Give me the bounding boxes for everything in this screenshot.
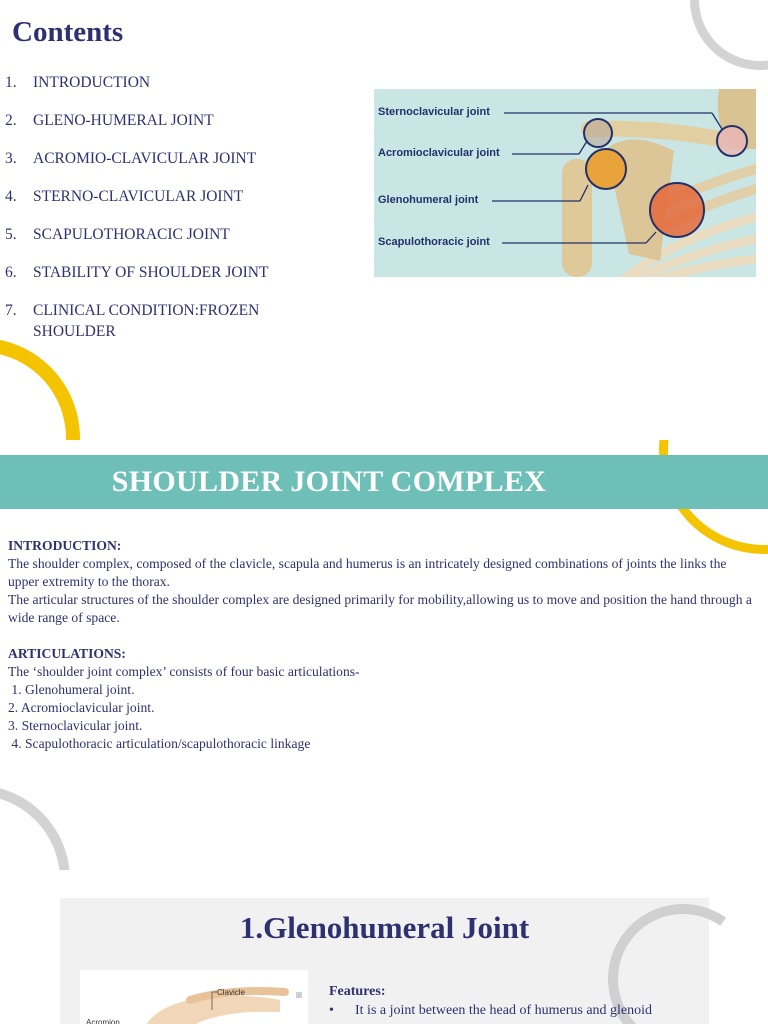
intro-body bbox=[8, 537, 756, 753]
decorative-arc-gray bbox=[670, 0, 768, 90]
toc-item-label: INTRODUCTION bbox=[33, 74, 151, 91]
toc-item-number: 6. bbox=[5, 264, 17, 281]
toc-item-number: 4. bbox=[5, 188, 17, 205]
toc-item bbox=[5, 262, 325, 283]
toc-item-label: STERNO-CLAVICULAR JOINT bbox=[33, 188, 244, 205]
spacer bbox=[8, 627, 756, 645]
glenohumeral-illustration bbox=[80, 970, 308, 1024]
toc-item bbox=[5, 110, 325, 131]
toc-item-number: 3. bbox=[5, 150, 17, 167]
toc-item-number: 7. bbox=[5, 302, 17, 319]
bullet-text: It is a joint between the head of humerus and glenoid bbox=[355, 1003, 653, 1018]
slide-glenohumeral bbox=[0, 870, 768, 1024]
toc-item bbox=[5, 148, 325, 169]
toc-item-number: 1. bbox=[5, 74, 17, 91]
title-banner bbox=[0, 455, 768, 509]
page-title: Contents bbox=[12, 16, 124, 48]
articulation-item: 2. Acromioclavicular joint. bbox=[8, 700, 155, 715]
intro-paragraph: The shoulder complex, composed of the clavicle, scapula and humerus is an intricately designed combinations of joints the links the upper extremity to the thorax. bbox=[8, 556, 727, 589]
articulations-heading: ARTICULATIONS: bbox=[8, 646, 126, 661]
label-acromioclavicular: Acromioclavicular joint bbox=[378, 147, 500, 159]
toc-item-label: SCAPULOTHORACIC JOINT bbox=[33, 226, 230, 243]
intro-paragraph: The articular structures of the shoulder complex are designed primarily for mobility,allowing us to move and position the hand through a wide range of space. bbox=[8, 592, 752, 625]
features-bullet bbox=[329, 1002, 689, 1020]
label-sternoclavicular: Sternoclavicular joint bbox=[378, 106, 490, 118]
toc-item-label: ACROMIO-CLAVICULAR JOINT bbox=[33, 150, 257, 167]
bullet-icon: • bbox=[329, 1003, 334, 1018]
articulations-intro: The ‘shoulder joint complex’ consists of four basic articulations- bbox=[8, 664, 360, 679]
toc-item-number: 5. bbox=[5, 226, 17, 243]
articulation-item: 4. Scapulothoracic articulation/scapulothoracic linkage bbox=[8, 736, 311, 751]
humerus-drawing bbox=[80, 970, 308, 1024]
toc-item bbox=[5, 186, 325, 207]
toc-item-label: GLENO-HUMERAL JOINT bbox=[33, 112, 214, 129]
slide-card bbox=[60, 898, 709, 1024]
label-acromion: Acromion bbox=[86, 1018, 120, 1024]
slide-title: 1.Glenohumeral Joint bbox=[239, 910, 530, 945]
toc-item-label: CLINICAL CONDITION:FROZEN SHOULDER bbox=[33, 302, 260, 340]
shoulder-joints-illustration bbox=[374, 89, 756, 277]
banner-title: SHOULDER JOINT COMPLEX bbox=[111, 465, 547, 498]
intro-heading: INTRODUCTION: bbox=[8, 538, 122, 553]
toc-item-label: STABILITY OF SHOULDER JOINT bbox=[33, 264, 269, 281]
slide-contents bbox=[0, 0, 768, 440]
articulation-item: 3. Sternoclavicular joint. bbox=[8, 718, 143, 733]
toc-item bbox=[5, 300, 325, 342]
toc-item bbox=[5, 72, 325, 93]
label-clavicle: Clavicle bbox=[217, 988, 246, 997]
articulation-item: 1. Glenohumeral joint. bbox=[8, 682, 135, 697]
decorative-arc-gray bbox=[0, 776, 79, 870]
label-glenohumeral: Glenohumeral joint bbox=[378, 194, 479, 206]
label-scapulothoracic: Scapulothoracic joint bbox=[378, 236, 490, 248]
toc-item bbox=[5, 224, 325, 245]
features-heading: Features: bbox=[329, 984, 386, 999]
slide-shoulder-complex bbox=[0, 440, 768, 870]
toc-item-number: 2. bbox=[5, 112, 17, 129]
contents-list bbox=[5, 72, 325, 359]
